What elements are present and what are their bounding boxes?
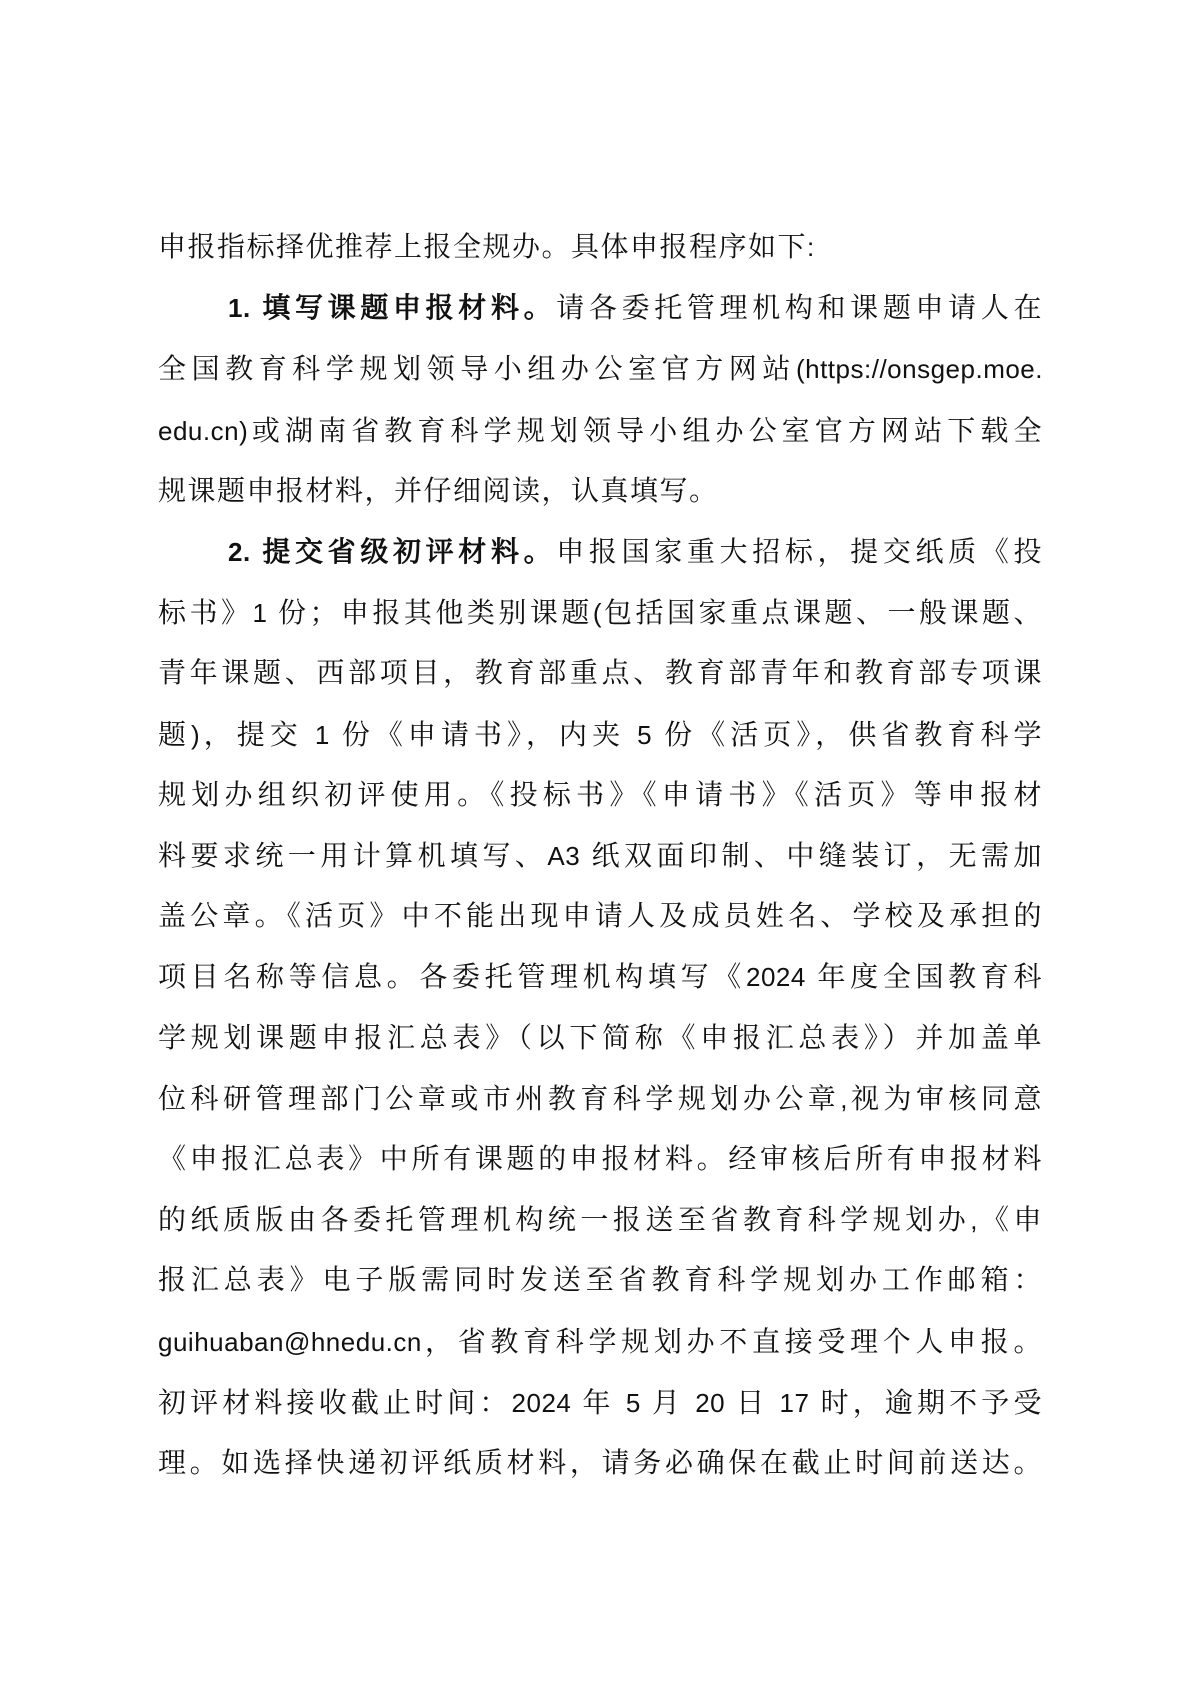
latin-text-run: edu.cn) [158, 415, 249, 446]
text-run: 标书》1 份；申报其他类别课题(包括国家重点课题、一般课题、 [158, 598, 1043, 630]
text-line [158, 947, 1043, 1008]
latin-text-run: 1 [252, 598, 268, 629]
text-line [158, 522, 1043, 583]
text-run: guihuaban@hnedu.cn，省教育科学规划办不直接受理个人申报。 [158, 1326, 1043, 1358]
text-line [158, 1373, 1043, 1434]
latin-text-run: 5 [625, 1387, 641, 1418]
text-line [158, 644, 1043, 704]
text-line [158, 583, 1043, 644]
text-line [158, 401, 1043, 462]
text-line [158, 462, 1043, 522]
latin-text-run: ) [191, 719, 201, 750]
latin-text-run: 5 [637, 719, 653, 750]
text-line [158, 1009, 1043, 1069]
text-line [158, 1190, 1043, 1251]
text-line [158, 217, 1043, 278]
text-run: 的纸质版由各委托管理机构统一报送至省教育科学规划办,《申 [158, 1205, 1043, 1237]
latin-text-run: guihuaban@hnedu.cn [158, 1326, 422, 1357]
latin-text-run: 1. [228, 293, 251, 324]
text-line [158, 278, 1043, 339]
text-line [158, 887, 1043, 947]
text-run: 初评材料接收截止时间：2024 年 5 月 20 日 17 时，逾期不予受 [158, 1387, 1043, 1419]
text-run: 理。如选择快递初评纸质材料，请务必确保在截止时间前送达。 [158, 1448, 1043, 1480]
text-run: 题)，提交 1 份《申请书》，内夹 5 份《活页》，供省教育科学 [158, 719, 1043, 751]
latin-text-run: 2. [228, 537, 251, 568]
latin-text-run: 20 [695, 1387, 726, 1418]
text-run: 报汇总表》电子版需同时发送至省教育科学规划办工作邮箱： [158, 1265, 1043, 1297]
text-run: 规划办组织初评使用。《投标书》《申请书》《活页》等申报材 [158, 779, 1043, 811]
text-line [158, 1130, 1043, 1190]
text-line [158, 1069, 1043, 1130]
text-line [158, 1312, 1043, 1373]
text-line [158, 766, 1043, 826]
text-line [158, 705, 1043, 766]
latin-text-run: (https://onsgep.moe. [795, 354, 1043, 385]
text-line [158, 1434, 1043, 1494]
latin-text-run: : [807, 232, 815, 262]
document-text-block [158, 217, 1043, 1494]
text-run: 盖公章。《活页》中不能出现申请人及成员姓名、学校及承担的 [158, 901, 1043, 933]
text-line [158, 826, 1043, 887]
text-run: 项目名称等信息。各委托管理机构填写《2024 年度全国教育科 [158, 962, 1043, 994]
text-run: 全国教育科学规划领导小组办公室官方网站(https://onsgep.moe. [158, 354, 1043, 386]
latin-text-run: , [970, 1205, 978, 1236]
latin-text-run: , [840, 1083, 849, 1114]
latin-text-run: 2024 [745, 962, 806, 993]
text-run: edu.cn)或湖南省教育科学规划领导小组办公室官方网站下载全 [158, 415, 1043, 447]
latin-text-run: A3 [547, 841, 581, 872]
text-run: 位科研管理部门公章或市州教育科学规划办公章,视为审核同意 [158, 1083, 1043, 1115]
latin-text-run: 17 [779, 1387, 810, 1418]
text-run: 《申报汇总表》中所有课题的申报材料。经审核后所有申报材料 [158, 1144, 1043, 1176]
text-run: 学规划课题申报汇总表》（以下简称《申报汇总表》）并加盖单 [158, 1022, 1043, 1054]
text-run: 申报国家重大招标，提交纸质《投 [556, 537, 1043, 569]
text-line [158, 339, 1043, 400]
text-run: 申报指标择优推荐上报全规办。具体申报程序如下: [158, 232, 815, 263]
latin-text-run: ( [592, 598, 603, 629]
text-line [158, 1251, 1043, 1311]
text-run: 料要求统一用计算机填写、A3 纸双面印制、中缝装订，无需加 [158, 841, 1043, 873]
bold-text-run: 1. 填写课题申报材料。 [228, 293, 557, 325]
latin-text-run: 1 [314, 719, 330, 750]
text-run: 规课题申报材料，并仔细阅读，认真填写。 [158, 475, 719, 507]
text-run: 青年课题、西部项目，教育部重点、教育部青年和教育部专项课 [158, 658, 1043, 690]
latin-text-run: 2024 [511, 1387, 572, 1418]
text-run: 请各委托管理机构和课题申请人在 [556, 293, 1043, 325]
bold-text-run: 2. 提交省级初评材料。 [228, 537, 557, 569]
